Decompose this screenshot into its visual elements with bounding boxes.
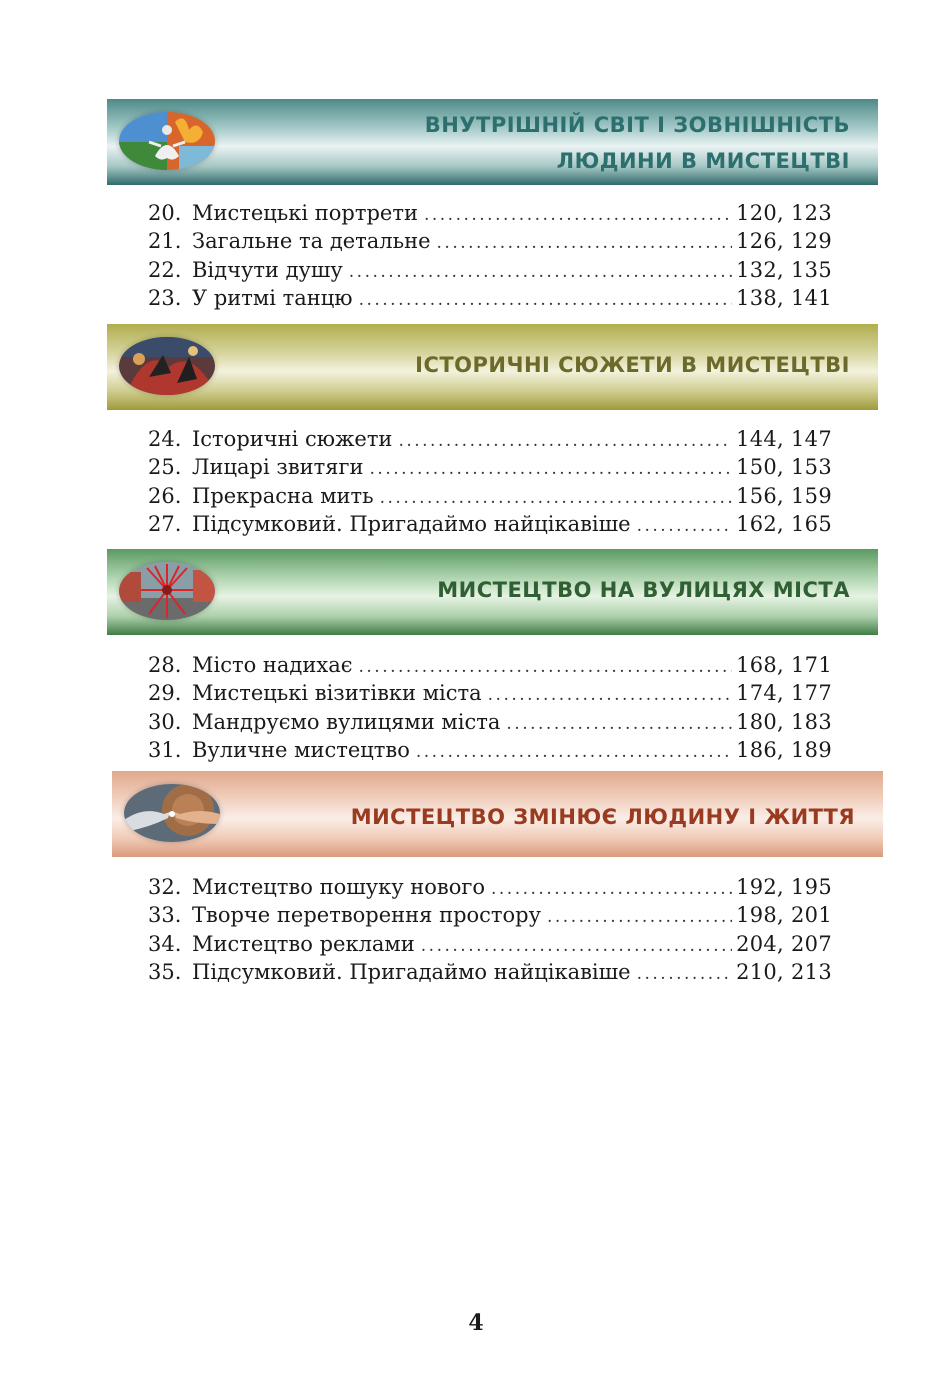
toc-entry[interactable] — [148, 453, 832, 481]
meditation-illustration-icon — [119, 112, 215, 170]
toc-entry-title: Прекрасна мить — [192, 483, 374, 508]
toc-entry-title: Мистецькі візитівки міста — [192, 681, 482, 706]
toc-entry[interactable] — [148, 679, 832, 707]
section-title-line1: ВНУТРІШНІЙ СВІТ І ЗОВНІШНІСТЬ — [424, 113, 850, 137]
toc-entry-pages: 210, 213 — [736, 959, 832, 984]
toc-entry-number: 27. — [148, 511, 182, 536]
dot-leader — [506, 708, 732, 736]
dot-leader — [488, 679, 732, 707]
toc-entry-pages: 186, 189 — [736, 737, 832, 762]
dot-leader — [637, 510, 732, 538]
toc-entry-pages: 174, 177 — [736, 681, 832, 706]
toc-entry-number: 21. — [148, 229, 182, 254]
toc-list — [148, 425, 832, 538]
section-title-line1: МИСТЕЦТВО НА ВУЛИЦЯХ МІСТА — [437, 578, 850, 602]
toc-entry[interactable] — [148, 873, 832, 901]
street-sculpture-icon — [119, 562, 215, 620]
toc-entry-title: Відчути душу — [192, 257, 343, 282]
toc-entry-number: 29. — [148, 681, 182, 706]
page-number: 4 — [468, 1310, 484, 1336]
toc-entry-pages: 150, 153 — [736, 455, 832, 480]
toc-entry-title: Підсумковий. Пригадаймо найцікавіше — [192, 959, 631, 984]
toc-entry-title: Мандруємо вулицями міста — [192, 709, 501, 734]
toc-entry[interactable] — [148, 736, 832, 764]
toc-entry-title: Мистецтво пошуку нового — [192, 875, 485, 899]
toc-list — [148, 651, 832, 764]
toc-entry-pages: 204, 207 — [736, 931, 832, 956]
toc-entry-number: 25. — [148, 455, 182, 480]
toc-entry-number: 35. — [148, 959, 182, 984]
toc-entry-title: Підсумковий. Пригадаймо найцікавіше — [192, 511, 631, 536]
toc-entry-number: 28. — [148, 653, 182, 677]
dot-leader — [421, 930, 732, 958]
toc-list — [148, 873, 832, 986]
toc-entry-pages: 198, 201 — [736, 903, 832, 928]
section-banner — [107, 549, 878, 635]
toc-entry-number: 23. — [148, 285, 182, 310]
toc-entry[interactable] — [148, 930, 832, 958]
toc-entry[interactable] — [148, 425, 832, 453]
toc-entry[interactable] — [148, 510, 832, 538]
toc-entry[interactable] — [148, 284, 832, 312]
toc-entry-title: Творче перетворення простору — [192, 903, 541, 928]
toc-entry-title: Лицарі звитяги — [192, 455, 364, 480]
toc-entry-pages: 192, 195 — [736, 875, 832, 899]
dot-leader — [380, 482, 732, 510]
toc-entry-number: 26. — [148, 483, 182, 508]
dot-leader — [637, 958, 732, 986]
toc-entry-pages: 126, 129 — [736, 229, 832, 254]
toc-entry-title: У ритмі танцю — [192, 285, 353, 310]
dot-leader — [349, 256, 732, 284]
toc-entry-number: 32. — [148, 875, 182, 899]
toc-entry-pages: 180, 183 — [736, 709, 832, 734]
toc-entry-pages: 144, 147 — [736, 427, 832, 451]
toc-entry-pages: 132, 135 — [736, 257, 832, 282]
section-banner — [107, 99, 878, 185]
toc-entry-title: Місто надихає — [192, 653, 353, 677]
toc-entry-title: Історичні сюжети — [192, 427, 393, 451]
section-banner — [112, 771, 883, 857]
toc-entry-number: 33. — [148, 903, 182, 928]
toc-entry-pages: 168, 171 — [736, 653, 832, 677]
toc-entry-number: 31. — [148, 737, 182, 762]
dot-leader — [416, 736, 732, 764]
toc-entry[interactable] — [148, 958, 832, 986]
toc-entry-number: 34. — [148, 931, 182, 956]
toc-entry-number: 20. — [148, 201, 182, 225]
toc-entry[interactable] — [148, 227, 832, 255]
toc-entry-title: Вуличне мистецтво — [192, 737, 410, 762]
toc-entry-number: 24. — [148, 427, 182, 451]
toc-list — [148, 199, 832, 312]
robot-hand-illustration-icon — [124, 784, 220, 842]
toc-entry-pages: 120, 123 — [736, 201, 832, 225]
dot-leader — [491, 873, 732, 901]
dot-leader — [437, 227, 733, 255]
toc-entry[interactable] — [148, 199, 832, 227]
dot-leader — [424, 199, 732, 227]
dot-leader — [359, 284, 733, 312]
toc-entry[interactable] — [148, 901, 832, 929]
toc-entry-title: Мистецькі портрети — [192, 201, 418, 225]
toc-entry[interactable] — [148, 256, 832, 284]
dot-leader — [370, 453, 733, 481]
toc-entry-title: Мистецтво реклами — [192, 931, 415, 956]
dot-leader — [398, 425, 732, 453]
battle-painting-icon — [119, 337, 215, 395]
section-title-line1: ІСТОРИЧНІ СЮЖЕТИ В МИСТЕЦТВІ — [415, 353, 850, 377]
toc-entry-pages: 162, 165 — [736, 511, 832, 536]
toc-entry[interactable] — [148, 482, 832, 510]
toc-entry-pages: 138, 141 — [736, 285, 832, 310]
toc-entry[interactable] — [148, 651, 832, 679]
toc-entry-number: 22. — [148, 257, 182, 282]
dot-leader — [547, 901, 732, 929]
section-title-line1: МИСТЕЦТВО ЗМІНЮЄ ЛЮДИНУ І ЖИТТЯ — [350, 805, 855, 829]
dot-leader — [358, 651, 732, 679]
toc-entry-title: Загальне та детальне — [192, 229, 431, 254]
toc-entry[interactable] — [148, 708, 832, 736]
section-title-line2: ЛЮДИНИ В МИСТЕЦТВІ — [556, 149, 850, 173]
section-banner — [107, 324, 878, 410]
toc-entry-pages: 156, 159 — [736, 483, 832, 508]
toc-entry-number: 30. — [148, 709, 182, 734]
